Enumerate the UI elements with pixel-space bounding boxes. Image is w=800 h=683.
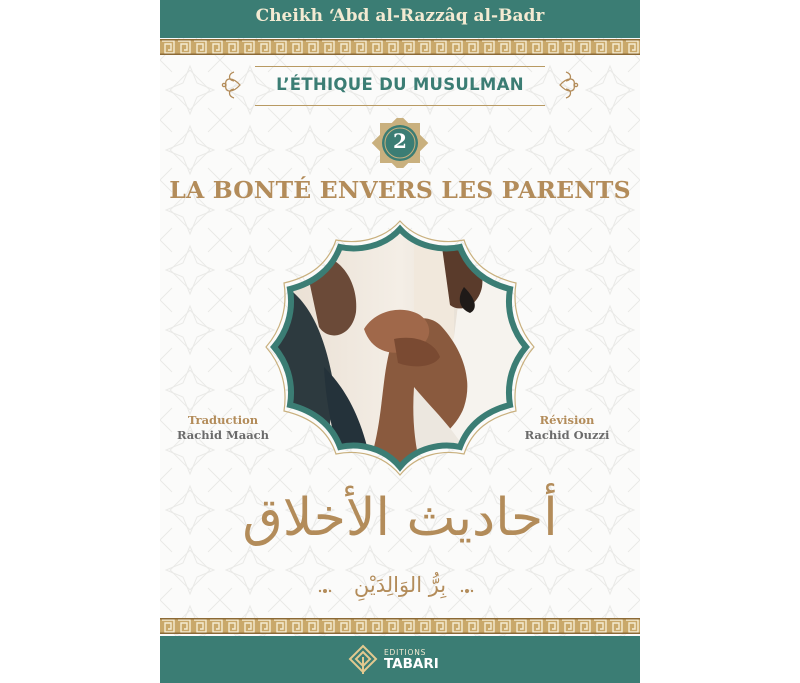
- arabic-subtitle: بِرُّ الوَالِدَيْنِ: [353, 573, 447, 597]
- left-ornament-icon: [220, 66, 244, 104]
- book-cover: [160, 0, 640, 683]
- cover-illustration-frame: [264, 217, 536, 479]
- publisher-label: EDITIONS: [384, 648, 427, 657]
- top-gold-frieze: [160, 39, 640, 55]
- reviser-name: Rachid Ouzzi: [524, 428, 610, 442]
- book-title: LA BONTÉ ENVERS LES PARENTS: [169, 176, 631, 204]
- publisher-logo-icon: [348, 644, 378, 676]
- arabic-title: أحاديث الأخلاق: [242, 488, 558, 548]
- translation-label: Traduction: [187, 413, 259, 427]
- publisher-name: TABARI: [384, 656, 439, 672]
- author-name: Cheikh ‘Abd al-Razzâq al-Badr: [255, 6, 545, 26]
- volume-number: 2: [393, 129, 407, 153]
- hands-illustration: [264, 217, 536, 479]
- bottom-gold-frieze: [160, 618, 640, 634]
- right-dot-ornament-icon: [460, 586, 474, 596]
- series-title: L’ÉTHIQUE DU MUSULMAN: [276, 75, 524, 94]
- translation-credit: [168, 413, 278, 443]
- right-ornament-icon: [556, 66, 580, 104]
- revision-credit: [512, 413, 622, 443]
- translator-name: Rachid Maach: [176, 428, 270, 442]
- revision-label: Révision: [539, 413, 595, 427]
- series-title-box: [255, 66, 545, 106]
